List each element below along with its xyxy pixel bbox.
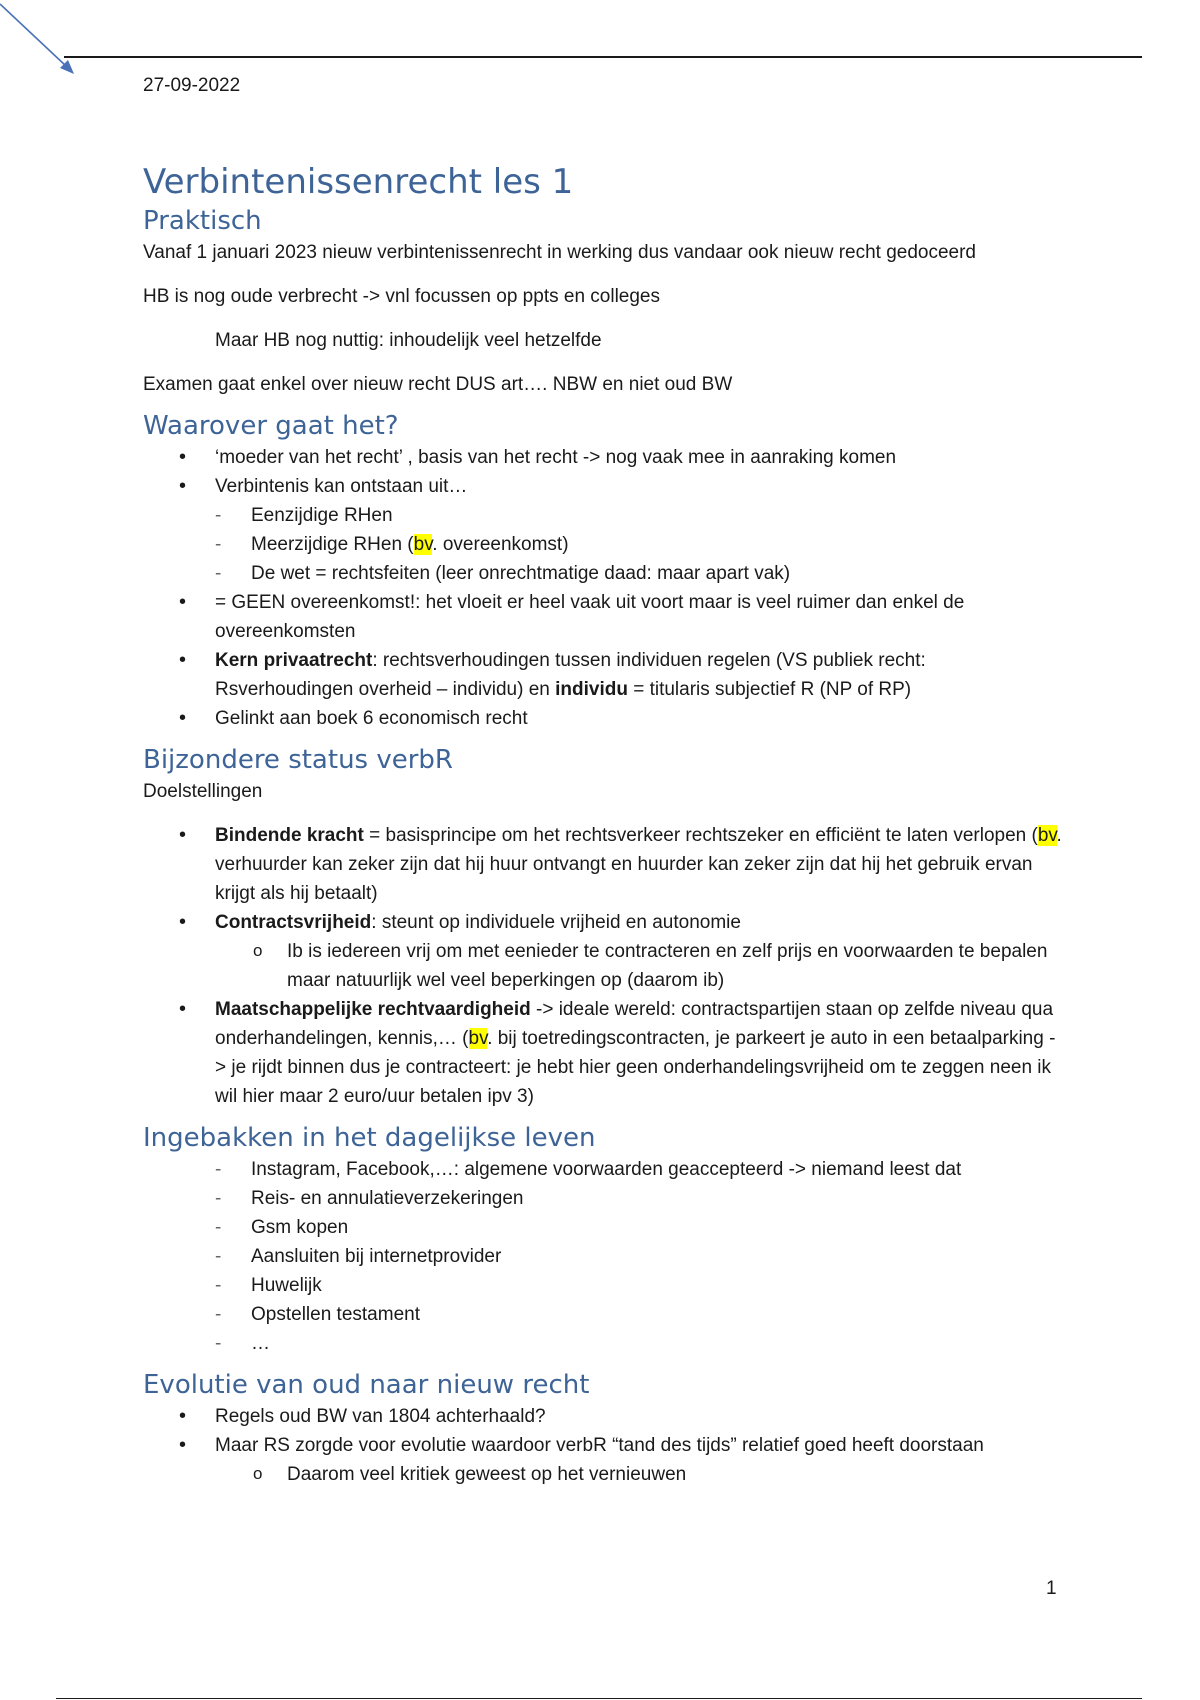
list-item: - … — [143, 1329, 1063, 1358]
heading-waarover: Waarover gaat het? — [143, 411, 399, 441]
heading-ingebakken: Ingebakken in het dagelijkse leven — [143, 1123, 596, 1153]
bold-term: Kern privaatrecht — [215, 650, 373, 671]
document-title: Verbintenissenrecht les 1 — [143, 162, 574, 202]
circle-list — [143, 937, 1063, 995]
paragraph: HB is nog oude verbrecht -> vnl focussen op ppts en colleges — [143, 286, 660, 307]
list-item: • Gelinkt aan boek 6 economisch recht — [143, 704, 1063, 733]
document-date: 27-09-2022 — [143, 75, 241, 96]
bullet-list — [143, 1402, 1063, 1460]
highlighted-text: bv — [468, 1028, 488, 1049]
list-item: • Bindende kracht = basisprincipe om het rechtsverkeer rechtszeker en efficiënt te laten verlopen (bv. verhuurder kan zeker zijn dat hij huur ontvangt en huurder kan zeker zijn dat hij het gebruik ervan krijgt als hij betaalt) — [143, 821, 1063, 908]
heading-praktisch: Praktisch — [143, 206, 262, 236]
header-rule — [64, 56, 1142, 58]
dash-list — [143, 1155, 1063, 1358]
bold-term: Maatschappelijke rechtvaardigheid — [215, 999, 531, 1020]
bold-term: Contractsvrijheid — [215, 912, 372, 933]
page-number: 1 — [1046, 1578, 1057, 1599]
list-item: - Huwelijk — [143, 1271, 1063, 1300]
paragraph: Examen gaat enkel over nieuw recht DUS art…. NBW en niet oud BW — [143, 374, 733, 395]
footer-rule — [56, 1698, 1142, 1699]
list-item: • ‘moeder van het recht’ , basis van het recht -> nog vaak mee in aanraking komen — [143, 443, 1063, 472]
highlighted-text: bv — [1037, 825, 1057, 846]
circle-list — [143, 1460, 1063, 1489]
list-item: • Maatschappelijke rechtvaardigheid -> ideale wereld: contractspartijen staan op zelfde niveau qua onderhandelingen, kennis,… (bv. bij toetredingscontracten, je parkeert je auto in een betaalparking -> je rijdt binnen dus je contracteert: je hebt hier geen onderhandelingsvrijheid om te zeggen neen ik wil hier maar 2 euro/uur betalen ipv 3) — [143, 995, 1063, 1111]
bullet-list — [143, 821, 1063, 937]
list-item: - De wet = rechtsfeiten (leer onrechtmatige daad: maar apart vak) — [143, 559, 1063, 588]
list-item: - Instagram, Facebook,…: algemene voorwaarden geaccepteerd -> niemand leest dat — [143, 1155, 1063, 1184]
bullet-list — [143, 995, 1063, 1111]
paragraph: Vanaf 1 januari 2023 nieuw verbintenissenrecht in werking dus vandaar ook nieuw recht gedoceerd — [143, 242, 977, 263]
list-item: • Contractsvrijheid: steunt op individuele vrijheid en autonomie — [143, 908, 1063, 937]
heading-evolutie: Evolutie van oud naar nieuw recht — [143, 1370, 590, 1400]
list-item: • Maar RS zorgde voor evolutie waardoor verbR “tand des tijds” relatief goed heeft doorstaan — [143, 1431, 1063, 1460]
list-item: - Eenzijdige RHen — [143, 501, 1063, 530]
heading-bijzondere-status: Bijzondere status verbR — [143, 745, 453, 775]
list-item: • = GEEN overeenkomst!: het vloeit er heel vaak uit voort maar is veel ruimer dan enkel de overeenkomsten — [143, 588, 1063, 646]
highlighted-text: bv — [413, 534, 433, 555]
list-item: - Reis- en annulatieverzekeringen — [143, 1184, 1063, 1213]
bold-term: individu — [555, 679, 628, 700]
document-body — [143, 160, 1063, 1489]
list-item: - Opstellen testament — [143, 1300, 1063, 1329]
list-item: o Daarom veel kritiek geweest op het vernieuwen — [215, 1460, 1063, 1489]
list-item: o Ib is iedereen vrij om met eenieder te contracteren en zelf prijs en voorwaarden te bepalen maar natuurlijk wel veel beperkingen op (daarom ib) — [215, 937, 1063, 995]
list-item: • Verbintenis kan ontstaan uit… — [143, 472, 1063, 501]
list-item: - Meerzijdige RHen (bv. overeenkomst) — [143, 530, 1063, 559]
list-item: • Kern privaatrecht: rechtsverhoudingen tussen individuen regelen (VS publiek recht: Rsverhoudingen overheid – individu) en individu = titularis subjectief R (NP of RP) — [143, 646, 1063, 704]
corner-arrow-icon — [0, 0, 90, 80]
subheading: Doelstellingen — [143, 781, 263, 802]
list-item: - Aansluiten bij internetprovider — [143, 1242, 1063, 1271]
list-item: - Gsm kopen — [143, 1213, 1063, 1242]
bullet-list — [143, 443, 1063, 501]
bullet-list — [143, 588, 1063, 733]
dash-list — [143, 501, 1063, 588]
list-item: • Regels oud BW van 1804 achterhaald? — [143, 1402, 1063, 1431]
bold-term: Bindende kracht — [215, 825, 364, 846]
indented-paragraph: Maar HB nog nuttig: inhoudelijk veel hetzelfde — [215, 330, 602, 351]
